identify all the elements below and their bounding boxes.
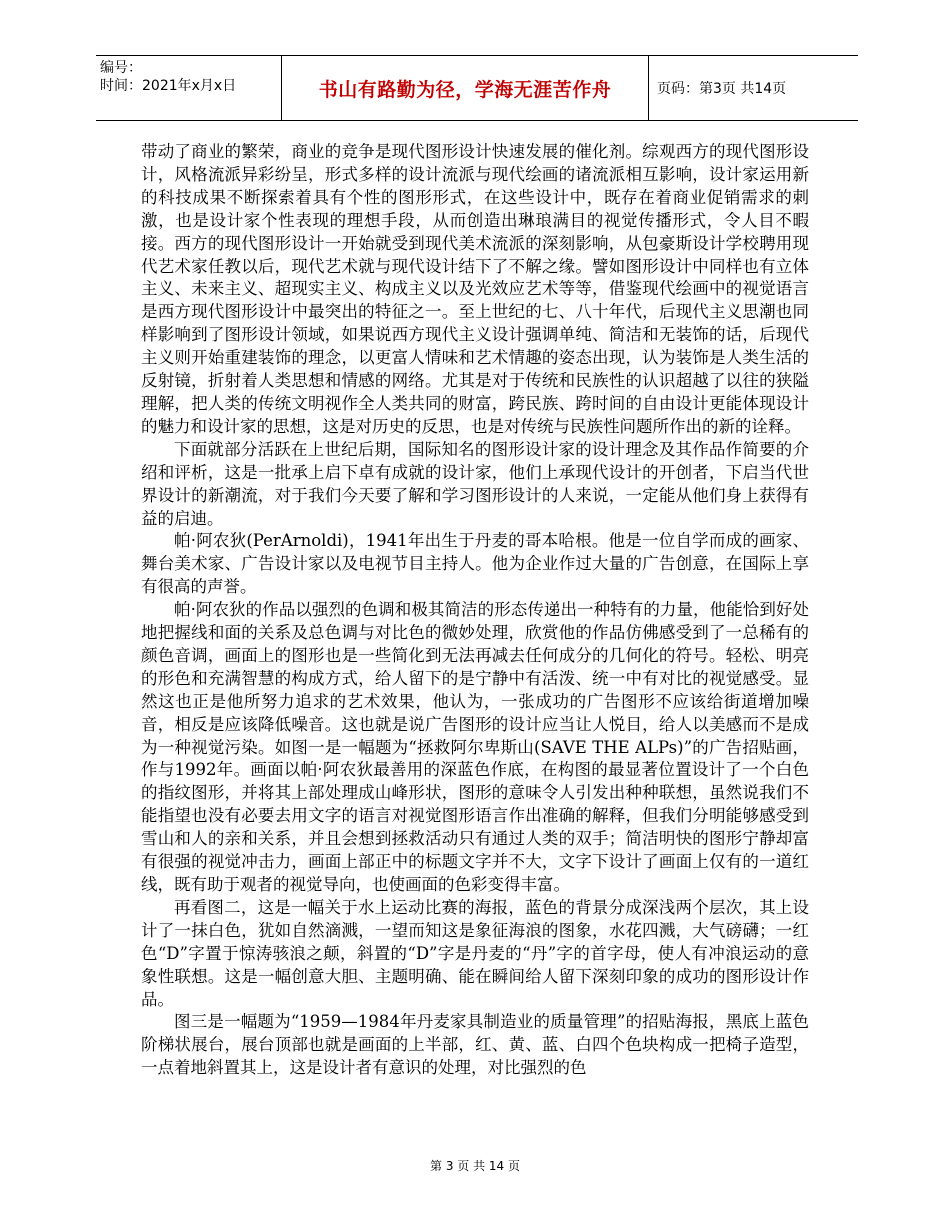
page-header <box>96 55 858 121</box>
document-body <box>141 141 809 1080</box>
header-motto: 书山有路勤为径，学海无涯苦作舟 <box>318 78 612 101</box>
footer-page-number: 第 3 页 共 14 页 <box>430 1159 520 1173</box>
body-paragraph-2: 下面就部分活跃在上世纪后期，国际知名的图形设计家的设计理念及其作品作简要的介绍和评析，这是一批承上启下卓有成就的设计家，他们上承现代设计的开创者，下启当代世界设计的新潮流，对于我们今天要了解和学习图形设计的人来说，一定能从他们身上获得有益的启迪。 <box>141 439 809 528</box>
header-page-cell <box>649 56 858 120</box>
body-paragraph-4: 帕·阿农狄的作品以强烈的色调和极其简洁的形态传递出一种特有的力量，他能恰到好处地把握线和面的关系及总色调与对比色的微妙处理，欣赏他的作品仿佛感受到了一总稀有的颜色音调，画面上的图形也是一些简化到无法再减去任何成分的几何化的符号。轻松、明亮的形色和充满智慧的构成方式，给人留下的是宁静中有活泼、统一中有对比的视觉感受。显然这也正是他所努力追求的艺术效果，他认为，一张成功的广告图形不应该给街道增加噪音，相反是应该降低噪音。这也就是说广告图形的设计应当让人悦目，给人以美感而不是成为一种视觉污染。如图一是一幅题为“拯救阿尔卑斯山(SAVE THE ALPs)”的广告招贴画，作与1992年。画面以帕·阿农狄最善用的深蓝色作底，在构图的最显著位置设计了一个白色的指纹图形，并将其上部处理成山峰形状，图形的意味令人引发出种种联想，虽然说我们不能指望也没有必要去用文字的语言对视觉图形语言作出准确的解释，但我们分明能够感受到雪山和人的亲和关系，并且会想到拯救活动只有通过人类的双手；简洁明快的图形宁静却富有很强的视觉冲击力，画面上部正中的标题文字并不大，文字下设计了画面上仅有的一道红线，既有助于观者的视觉导向，也使画面的色彩变得丰富。 <box>141 600 809 894</box>
body-paragraph-5: 再看图二，这是一幅关于水上运动比赛的海报，蓝色的背景分成深浅两个层次，其上设计了一抹白色，犹如自然滴溅，一望而知这是象征海浪的图象，水花四溅，大气磅礴；一红色“D”字置于惊涛骇浪之颠，斜置的“D”字是丹麦的“丹”字的首字母，使人有冲浪运动的意象性联想。这是一幅创意大胆、主题明确、能在瞬间给人留下深刻印象的成功的图形设计作品。 <box>141 897 809 1009</box>
body-paragraph-3: 帕·阿农狄(PerArnoldi)，1941年出生于丹麦的哥本哈根。他是一位自学而成的画家、舞台美术家、广告设计家以及电视节目主持人。他为企业作过大量的广告创意，在国际上享有很高的声誉。 <box>141 531 809 597</box>
document-time-label: 时间：2021年x月x日 <box>100 78 237 94</box>
header-meta-cell <box>96 56 282 120</box>
body-paragraph-6: 图三是一幅题为“1959—1984年丹麦家具制造业的质量管理”的招贴海报，黑底上蓝色阶梯状展台，展台顶部也就是画面的上半部，红、黄、蓝、白四个色块构成一把椅子造型，一点着地斜置其上，这是设计者有意识的处理，对比强烈的色 <box>141 1012 809 1078</box>
header-motto-cell <box>282 56 649 120</box>
body-paragraph-1: 带动了商业的繁荣，商业的竞争是现代图形设计快速发展的催化剂。综观西方的现代图形设计，风格流派异彩纷呈，形式多样的设计流派与现代绘画的诸流派相互影响，设计家运用新的科技成果不断探索着具有个性的图形形式，在这些设计中，既存在着商业促销需求的刺激，也是设计家个性表现的理想手段，从而创造出琳琅满目的视觉传播形式，令人目不暇接。西方的现代图形设计一开始就受到现代美术流派的深刻影响，从包豪斯设计学校聘用现代艺术家任教以后，现代艺术就与现代设计结下了不解之缘。譬如图形设计中同样也有立体主义、未来主义、超现实主义、构成主义以及光效应艺术等等，借鉴现代绘画中的视觉语言是西方现代图形设计中最突出的特征之一。至上世纪的七、八十年代，后现代主义思潮也同样影响到了图形设计领域，如果说西方现代主义设计强调单纯、简洁和无装饰的话，后现代主义则开始重建装饰的理念，以更富人情味和艺术情趣的姿态出现，认为装饰是人类生活的反射镜，折射着人类思想和情感的网络。尤其是对于传统和民族性的认识超越了以往的狭隘理解，把人类的传统文明视作全人类共同的财富，跨民族、跨时间的自由设计更能体现设计的魅力和设计家的思想，这是对历史的反思，也是对传统与民族性问题所作出的新的诠释。 <box>141 142 809 436</box>
document-number-label: 编号： <box>100 60 142 76</box>
page-footer <box>0 1157 950 1174</box>
header-page-info: 页码：第3页 共14页 <box>657 81 787 97</box>
